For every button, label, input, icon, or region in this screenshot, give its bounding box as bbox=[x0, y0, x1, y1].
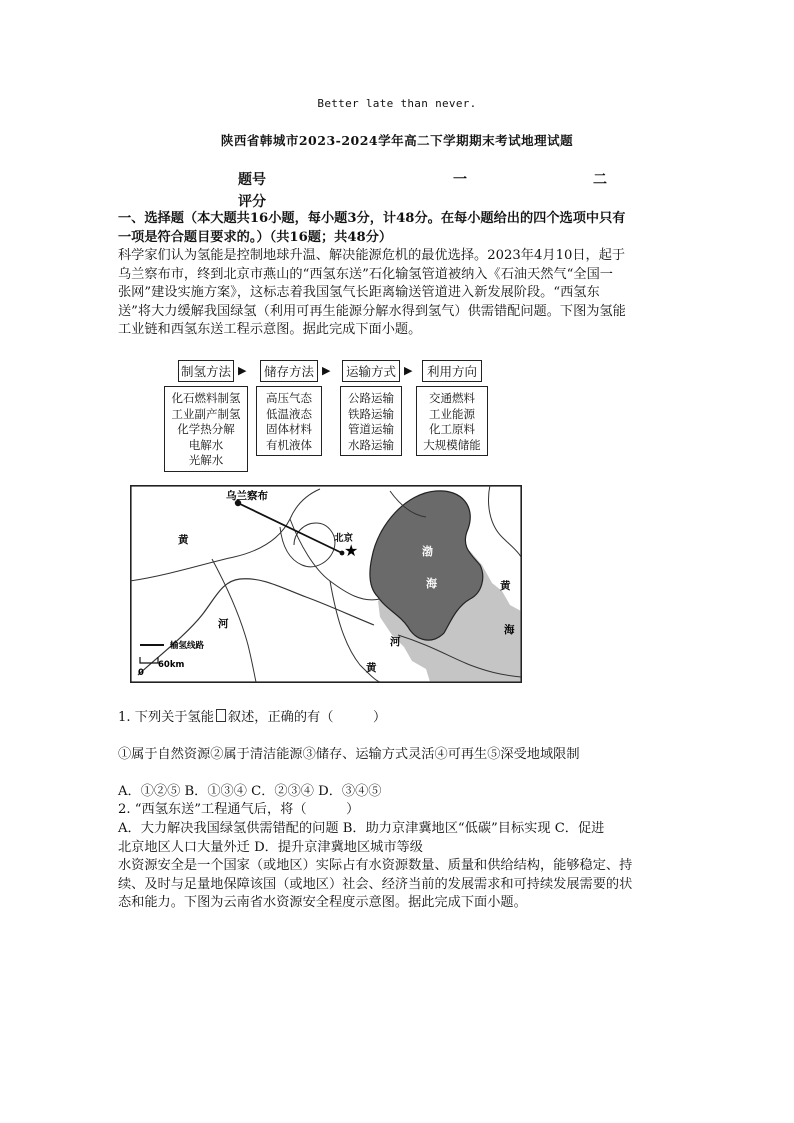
passage-line: 工业链和西氢东送工程示意图。据此完成下面小题。 bbox=[118, 322, 422, 338]
score-grade-label: 评分 bbox=[238, 194, 266, 210]
label-bohai-1: 渤 bbox=[422, 545, 433, 558]
hydrogen-industry-chain-diagram bbox=[164, 360, 504, 472]
flow-item: 公路运输 bbox=[348, 391, 394, 405]
flow-item: 铁路运输 bbox=[348, 406, 394, 421]
label-river-4: 河 bbox=[390, 636, 401, 648]
question-1-stem bbox=[118, 709, 678, 728]
question-1-statements: ①属于自然资源②属于清洁能源③储存、运输方式灵活④可再生⑤深受地域限制 bbox=[118, 747, 580, 762]
flow-body-storage bbox=[256, 386, 322, 456]
scale-zero: 0 bbox=[138, 668, 144, 678]
label-river-1: 黄 bbox=[178, 534, 189, 546]
label-beijing: 北京 bbox=[334, 533, 354, 544]
flow-body-production bbox=[164, 386, 248, 472]
missing-glyph-icon bbox=[216, 709, 226, 722]
flow-item: 固体材料 bbox=[266, 422, 312, 436]
section1-heading-line2: 一项是符合题目要求的。）（共16题；共48分） bbox=[118, 229, 393, 245]
flow-item: 电解水 bbox=[188, 437, 224, 452]
label-river-3: 黄 bbox=[366, 662, 377, 674]
q2-choices-line1: A．大力解决我国绿氢供需错配的问题 B．助力京津冀地区“低碳”目标实现 C．促进 bbox=[118, 821, 605, 836]
flow-item: 光解水 bbox=[188, 453, 224, 467]
flow-item: 工业副产制氢 bbox=[171, 406, 241, 421]
flow-item: 大规模储能 bbox=[423, 437, 481, 452]
question-2-stem: 2. “西氢东送”工程通气后，将（ ） bbox=[118, 802, 360, 817]
score-header-label: 题号 bbox=[238, 172, 266, 188]
west-east-hydrogen-map bbox=[130, 485, 522, 683]
flow-head-usage: 利用方向 bbox=[422, 360, 482, 382]
score-row-number bbox=[238, 168, 607, 190]
question-1-choices: A．①②⑤ B．①③④ C．②③④ D．③④⑤ bbox=[118, 784, 382, 799]
question-2-choices bbox=[118, 820, 678, 857]
flow-arrow-icon: ▶ bbox=[404, 365, 413, 377]
flow-item: 化学热分解 bbox=[177, 422, 235, 436]
flow-item: 高压气态 bbox=[266, 391, 312, 405]
section1-passage bbox=[118, 247, 678, 340]
flow-body-usage bbox=[416, 386, 488, 456]
flow-item: 交通燃料 bbox=[429, 391, 475, 405]
passage-line: 送”将大力缓解我国绿氢（利用可再生能源分解水得到氢气）供需错配问题。下图为氢能 bbox=[118, 303, 626, 319]
passage-line: 态和能力。下图为云南省水资源安全程度示意图。据此完成下面小题。 bbox=[118, 895, 527, 911]
flow-item: 有机液体 bbox=[266, 437, 312, 452]
score-row-grade bbox=[238, 190, 298, 212]
label-yellow-sea-1: 黄 bbox=[500, 580, 511, 592]
page-title: 陕西省韩城市2023-2024学年高二下学期期末考试地理试题 bbox=[220, 133, 574, 148]
section1-heading-line1: 一、选择题（本大题共16小题，每小题3分，计48分。在每小题给出的四个选项中只有 bbox=[118, 211, 626, 226]
section1-heading bbox=[118, 210, 678, 247]
legend-label: 输氢线路 bbox=[170, 641, 205, 651]
label-bohai-2: 海 bbox=[426, 577, 437, 590]
label-river-2: 河 bbox=[218, 618, 229, 630]
section2-passage bbox=[118, 857, 678, 913]
flow-item: 化工原料 bbox=[429, 422, 475, 436]
passage-line: 续、及时与足量地保障该国（或地区）社会、经济当前的发展需求和可持续发展需要的状 bbox=[118, 876, 633, 892]
q1-stem-tail: 叙述，正确的有（ ） bbox=[227, 710, 387, 725]
flow-item: 低温液态 bbox=[266, 406, 312, 421]
passage-line: 乌兰察布市，终到北京市燕山的“西氢东送”石化输氢管道被纳入《石油天然气“全国一 bbox=[118, 266, 613, 282]
flow-arrow-icon: ▶ bbox=[238, 365, 247, 377]
flow-arrow-icon: ▶ bbox=[322, 365, 331, 377]
q1-stem-head: 1. 下列关于氢能 bbox=[118, 710, 214, 725]
flow-item: 工业能源 bbox=[429, 406, 475, 421]
score-table bbox=[238, 168, 607, 212]
passage-line: 水资源安全是一个国家（或地区）实际占有水资源数量、质量和供给结构，能够稳定、持 bbox=[118, 858, 633, 873]
passage-line: 科学家们认为氢能是控制地球升温、解决能源危机的最优选择。2023年4月10日，起于 bbox=[118, 248, 626, 263]
flow-item: 化石燃料制氢 bbox=[171, 391, 241, 405]
flow-head-transport: 运输方式 bbox=[342, 360, 400, 382]
flow-head-production: 制氢方法 bbox=[178, 360, 234, 382]
flow-head-storage: 储存方法 bbox=[260, 360, 318, 382]
beijing-star-icon: ★ bbox=[344, 541, 359, 560]
page-motto: Better late than never. bbox=[317, 97, 477, 110]
flow-item: 管道运输 bbox=[348, 422, 394, 436]
score-header-part2: 二 bbox=[593, 172, 607, 188]
q2-choices-line2: 北京地区人口大量外迁 D．提升京津冀地区城市等级 bbox=[118, 839, 423, 855]
flow-body-transport bbox=[340, 386, 402, 456]
label-ulanqab: 乌兰察布 bbox=[226, 490, 268, 502]
scale-km: 60km bbox=[158, 660, 185, 670]
flow-item: 水路运输 bbox=[348, 437, 394, 452]
score-header-part1: 一 bbox=[453, 172, 467, 188]
label-yellow-sea-2: 海 bbox=[504, 624, 515, 636]
passage-line: 张网”建设实施方案》，这标志着我国氢气长距离输送管道进入新发展阶段。“西氢东 bbox=[118, 285, 600, 301]
